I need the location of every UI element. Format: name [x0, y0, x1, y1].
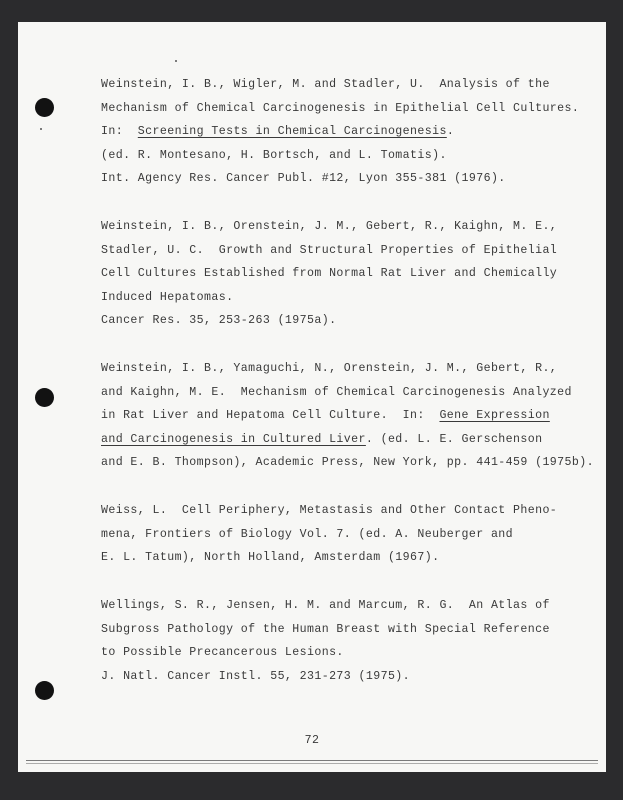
reference-text: Int. Agency Res. Cancer Publ. #12, Lyon 355-381 (1976).: [101, 172, 506, 185]
reference-line: [101, 381, 581, 405]
bottom-rule: [26, 760, 598, 761]
reference-line: [101, 641, 581, 665]
reference-line: [101, 594, 581, 618]
reference-entry: [101, 499, 581, 570]
reference-text: and E. B. Thompson), Academic Press, New York, pp. 441-459 (1975b).: [101, 456, 594, 469]
reference-line: [101, 309, 581, 333]
reference-line: [101, 404, 581, 428]
reference-text: Wellings, S. R., Jensen, H. M. and Marcum, R. G. An Atlas of: [101, 599, 550, 612]
reference-text: Cell Cultures Established from Normal Rat Liver and Chemically: [101, 267, 558, 280]
reference-line: [101, 215, 581, 239]
bottom-rule: [26, 763, 598, 764]
reference-title-underlined: and Carcinogenesis in Cultured Liver: [101, 432, 366, 446]
reference-text: E. L. Tatum), North Holland, Amsterdam (1967).: [101, 551, 440, 564]
reference-text: to Possible Precancerous Lesions.: [101, 646, 344, 659]
reference-line: [101, 499, 581, 523]
reference-line: [101, 428, 581, 452]
reference-text: .: [446, 125, 455, 138]
binder-hole: [35, 681, 54, 700]
reference-line: [101, 144, 581, 168]
reference-line: [101, 167, 581, 191]
reference-text: Subgross Pathology of the Human Breast with Special Reference: [101, 622, 550, 636]
reference-line: [101, 262, 581, 286]
paper-speck: [40, 128, 42, 130]
reference-text: Mechanism of Chemical Carcinogenesis in Epithelial Cell Cultures.: [101, 101, 580, 115]
reference-entry: [101, 73, 581, 191]
reference-list: [101, 73, 594, 713]
reference-line: [101, 357, 581, 381]
reference-text: Cancer Res. 35, 253-263 (1975a).: [101, 314, 337, 327]
reference-title-underlined: Gene Expression: [439, 409, 550, 422]
reference-line: [101, 523, 581, 547]
reference-line: [101, 618, 581, 642]
reference-line: [101, 120, 581, 144]
reference-text: mena, Frontiers of Biology Vol. 7. (ed. A. Neuberger and: [101, 527, 514, 541]
reference-text: Stadler, U. C. Growth and Structural Properties of Epithelial: [101, 243, 558, 257]
reference-text: Weinstein, I. B., Yamaguchi, N., Orenstein, J. M., Gebert, R.,: [101, 362, 558, 375]
reference-text: and Kaighn, M. E. Mechanism of Chemical Carcinogenesis Analyzed: [101, 385, 572, 399]
reference-line: [101, 665, 581, 689]
reference-text: Weinstein, I. B., Orenstein, J. M., Gebert, R., Kaighn, M. E.,: [101, 220, 558, 233]
reference-line: [101, 73, 581, 97]
reference-line: [101, 546, 581, 570]
reference-text: J. Natl. Cancer Instl. 55, 231-273 (1975).: [101, 669, 411, 683]
reference-title-underlined: Screening Tests in Chemical Carcinogenesis: [137, 125, 447, 138]
reference-line: [101, 239, 581, 263]
reference-text: Weinstein, I. B., Wigler, M. and Stadler, U. Analysis of the: [101, 78, 550, 91]
binder-hole: [35, 388, 54, 407]
reference-entry: [101, 594, 581, 688]
reference-text: (ed. R. Montesano, H. Bortsch, and L. Tomatis).: [101, 148, 447, 162]
reference-line: [101, 451, 594, 475]
reference-text: . (ed. L. E. Gerschenson: [365, 432, 543, 446]
reference-entry: [101, 357, 594, 475]
reference-entry: [101, 215, 581, 333]
reference-text: Weiss, L. Cell Periphery, Metastasis and Other Contact Pheno-: [101, 504, 558, 517]
document-page: [18, 22, 606, 772]
reference-line: [101, 286, 581, 310]
paper-speck: [175, 60, 177, 62]
reference-text: Induced Hepatomas.: [101, 290, 234, 304]
reference-line: [101, 97, 581, 121]
page-number: 72: [304, 734, 320, 747]
reference-text: In:: [101, 125, 138, 138]
reference-text: in Rat Liver and Hepatoma Cell Culture. In:: [101, 409, 440, 422]
binder-hole: [35, 98, 54, 117]
